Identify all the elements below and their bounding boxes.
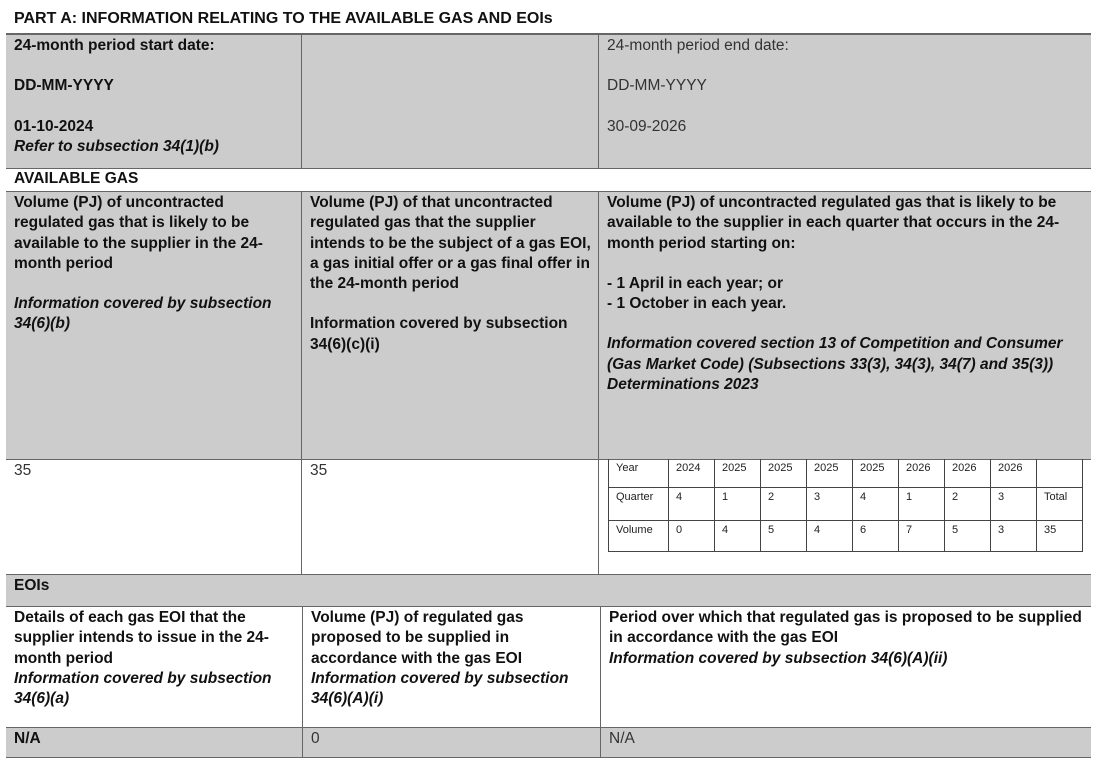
column-divider <box>600 606 601 758</box>
column-divider <box>302 606 303 758</box>
available-gas-col2-header <box>302 191 599 459</box>
text-line: available to the supplier in each quarter that occurs in the 24- <box>607 214 1060 232</box>
info-line: Determinations 2023 <box>607 376 759 394</box>
table-cell: 3 <box>991 487 1037 520</box>
column-divider <box>301 33 302 168</box>
table-cell: 1 <box>899 487 945 520</box>
available-gas-col3-header <box>599 191 1091 459</box>
quarter-table-row-year <box>609 459 1083 487</box>
start-date-label: 24-month period start date: <box>14 37 215 54</box>
start-date-format: DD-MM-YYYY <box>14 77 114 95</box>
table-cell: 4 <box>669 487 715 520</box>
info-line: 34(6)(c)(i) <box>310 335 380 353</box>
table-cell: 2 <box>761 487 807 520</box>
row-label: Year <box>609 459 669 487</box>
table-cell: 5 <box>761 520 807 551</box>
bullet-line: - 1 October in each year. <box>607 295 787 313</box>
info-line: Information covered by subsection 34(6)(A)(ii) <box>609 649 948 667</box>
eois-col3-value: N/A <box>609 730 635 747</box>
text-line: regulated gas that is likely to be <box>14 214 250 232</box>
info-line: (Gas Market Code) (Subsections 33(3), 34(3), 34(7) and 35(3)) <box>607 355 1054 373</box>
text-line: month period starting on: <box>607 234 796 252</box>
info-line: Information covered by subsection <box>14 669 272 687</box>
row-label: Volume <box>609 520 669 551</box>
available-gas-col1-value: 35 <box>14 462 32 479</box>
table-cell: 4 <box>807 520 853 551</box>
table-cell: 6 <box>853 520 899 551</box>
table-cell: 2024 <box>669 459 715 487</box>
row-label: Quarter <box>609 487 669 520</box>
text-line: intends to be the subject of a gas EOI, <box>310 234 591 252</box>
table-cell: 2 <box>945 487 991 520</box>
divider <box>6 757 1091 758</box>
text-line: Volume (PJ) of uncontracted regulated gas that is likely to be <box>607 194 1057 211</box>
table-cell: 2025 <box>807 459 853 487</box>
text-line: available to the supplier in the 24- <box>14 234 263 252</box>
table-cell: Total <box>1037 487 1083 520</box>
info-line: 34(6)(A)(i) <box>311 690 384 708</box>
table-cell: 2026 <box>991 459 1037 487</box>
text-line: proposed to be supplied in <box>311 629 510 647</box>
end-date-format: DD-MM-YYYY <box>607 77 707 95</box>
info-line: 34(6)(a) <box>14 690 70 708</box>
info-line: Information covered by subsection <box>310 315 568 333</box>
info-line: Information covered by subsection <box>311 669 569 687</box>
table-cell: 5 <box>945 520 991 551</box>
quarter-table-row-volume <box>609 520 1083 551</box>
quarter-table <box>608 459 1083 552</box>
part-a-title: PART A: INFORMATION RELATING TO THE AVAILABLE GAS AND EOIs <box>14 10 553 27</box>
table-cell: 2025 <box>853 459 899 487</box>
start-date-value: 01-10-2024 <box>14 117 94 135</box>
table-cell <box>1037 459 1083 487</box>
table-cell: 4 <box>715 520 761 551</box>
column-divider <box>598 33 599 168</box>
eois-title: EOIs <box>14 577 50 594</box>
table-cell: 35 <box>1037 520 1083 551</box>
table-cell: 7 <box>899 520 945 551</box>
available-gas-col1-header <box>6 191 301 459</box>
table-cell: 2025 <box>715 459 761 487</box>
info-line: Information covered by subsection <box>14 295 272 313</box>
text-line: month period <box>14 649 114 667</box>
start-date-cell <box>6 34 301 168</box>
quarter-table-row-quarter <box>609 487 1083 520</box>
text-line: month period <box>14 254 114 272</box>
column-divider <box>301 191 302 574</box>
bullet-line: - 1 April in each year; or <box>607 274 784 292</box>
eois-col2-header <box>303 606 601 727</box>
text-line: Details of each gas EOI that the <box>14 609 246 626</box>
end-date-label: 24-month period end date: <box>607 37 789 54</box>
table-cell: 0 <box>669 520 715 551</box>
table-cell: 3 <box>807 487 853 520</box>
eois-col1-value: N/A <box>14 730 41 747</box>
text-line: supplier intends to issue in the 24- <box>14 629 269 647</box>
column-divider <box>598 191 599 574</box>
table-cell: 3 <box>991 520 1037 551</box>
text-line: regulated gas that the supplier <box>310 214 536 232</box>
text-line: the 24-month period <box>310 275 459 293</box>
end-date-cell <box>599 34 1089 168</box>
available-gas-title: AVAILABLE GAS <box>14 170 139 187</box>
info-line: 34(6)(b) <box>14 315 70 333</box>
text-line: a gas initial offer or a gas final offer in <box>310 254 590 272</box>
eois-col2-value: 0 <box>311 730 320 747</box>
text-line: Volume (PJ) of that uncontracted <box>310 194 553 211</box>
available-gas-col2-value: 35 <box>310 462 328 479</box>
text-line: Volume (PJ) of uncontracted <box>14 194 224 211</box>
text-line: Period over which that regulated gas is proposed to be supplied <box>609 609 1082 626</box>
table-cell: 2026 <box>899 459 945 487</box>
start-date-note: Refer to subsection 34(1)(b) <box>14 137 219 155</box>
text-line: in accordance with the gas EOI <box>609 629 839 647</box>
table-cell: 4 <box>853 487 899 520</box>
end-date-value: 30-09-2026 <box>607 117 687 135</box>
table-cell: 2025 <box>761 459 807 487</box>
eois-col1-header <box>6 606 302 727</box>
text-line: accordance with the gas EOI <box>311 649 523 667</box>
info-line: Information covered section 13 of Competition and Consumer <box>607 335 1063 353</box>
table-cell: 2026 <box>945 459 991 487</box>
eois-col3-header <box>601 606 1091 727</box>
table-cell: 1 <box>715 487 761 520</box>
text-line: Volume (PJ) of regulated gas <box>311 609 524 626</box>
